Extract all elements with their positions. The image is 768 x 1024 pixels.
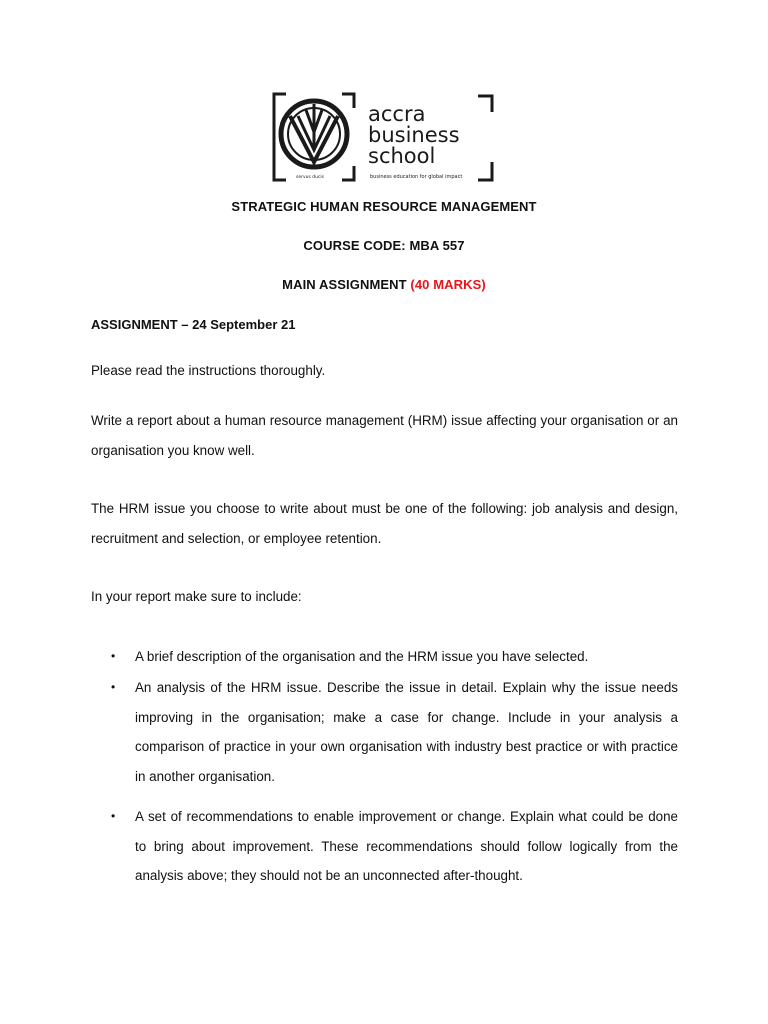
main-assignment-label: MAIN ASSIGNMENT <box>282 277 407 292</box>
logo-tagline: business education for global impact <box>370 174 463 180</box>
logo-name-line-1: accra <box>368 102 426 126</box>
school-logo <box>272 92 496 184</box>
list-item-text: An analysis of the HRM issue. Describe the issue in detail. Explain why the issue needs improving in the organisation; make a case for change. Include in your analysis a comparison of practice in your own organisation with industry best practice or with practice in another organisation. <box>135 680 678 784</box>
bullet-marker: • <box>111 649 116 663</box>
logo-name-line-3: school <box>368 144 436 168</box>
assignment-marks: (40 MARKS) <box>410 277 486 292</box>
list-item-text: A set of recommendations to enable improvement or change. Explain what could be done to bring about improvement. These recommendations should follow logically from the analysis above; they should not be an unconnected after-thought. <box>135 809 678 883</box>
assignment-date-heading: ASSIGNMENT – 24 September 21 <box>91 317 296 332</box>
logo-motto: servus ducis <box>296 175 325 180</box>
list-item-text: A brief description of the organisation and the HRM issue you have selected. <box>135 649 589 664</box>
main-assignment-heading <box>0 277 768 292</box>
include-intro-paragraph: In your report make sure to include: <box>91 589 302 604</box>
course-title: STRATEGIC HUMAN RESOURCE MANAGEMENT <box>231 199 537 214</box>
school-logo-graphic <box>272 92 496 184</box>
topics-paragraph: The HRM issue you choose to write about must be one of the following: job analysis and design, recruitment and selection, or employee retention. <box>91 501 678 546</box>
bullet-marker: • <box>111 680 116 694</box>
task-paragraph: Write a report about a human resource management (HRM) issue affecting your organisation or an organisation you know well. <box>91 413 678 458</box>
instruction-paragraph: Please read the instructions thoroughly. <box>91 363 326 378</box>
course-code: COURSE CODE: MBA 557 <box>303 238 465 253</box>
logo-name-line-2: business <box>368 123 460 147</box>
bullet-marker: • <box>111 809 116 823</box>
